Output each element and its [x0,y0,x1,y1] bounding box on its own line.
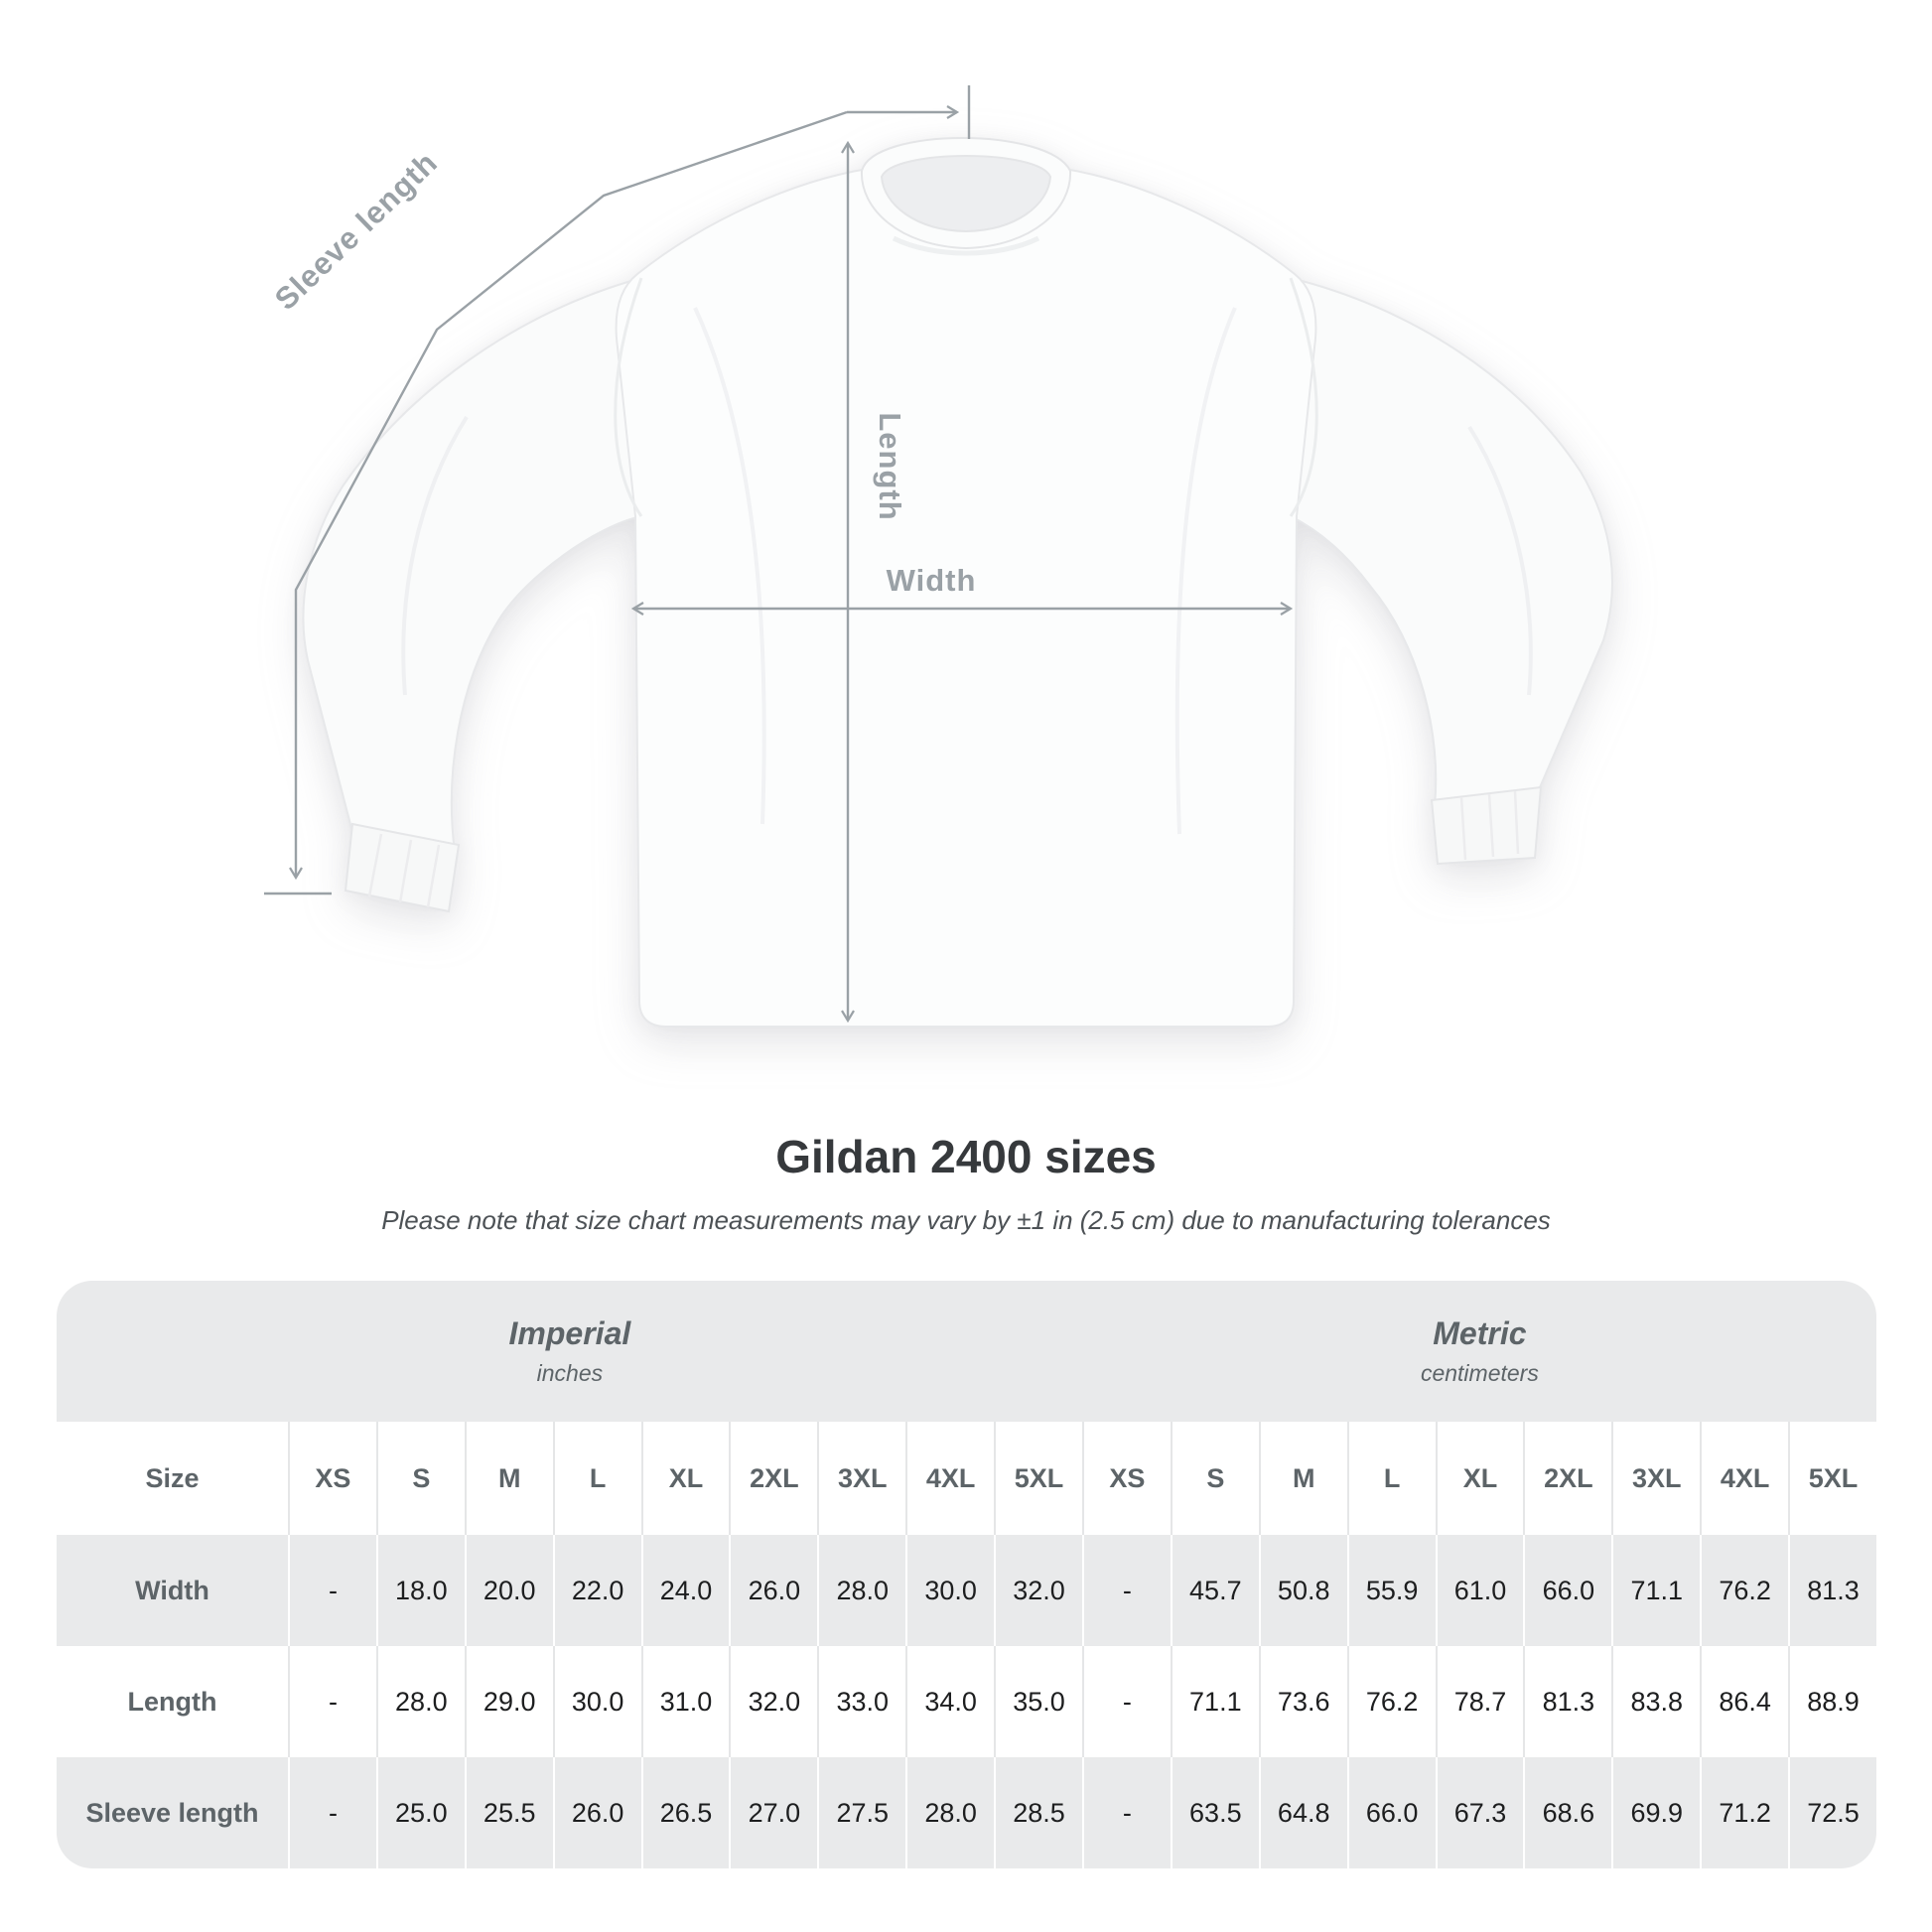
imperial-header-group [57,1281,1083,1422]
value-cell: 29.0 [465,1646,553,1757]
page-title: Gildan 2400 sizes [775,1131,1157,1182]
value-cell: 69.9 [1611,1757,1700,1868]
value-cell: 30.0 [905,1535,994,1646]
size-header-cell: 4XL [1700,1422,1788,1535]
value-cell: 73.6 [1259,1646,1347,1757]
size-header-cell: 4XL [905,1422,994,1535]
size-header-cell: XS [1082,1422,1171,1535]
value-cell: 67.3 [1436,1757,1524,1868]
metric-header-group [1083,1281,1876,1422]
size-header-cell: 2XL [729,1422,817,1535]
value-cell: 76.2 [1347,1646,1436,1757]
value-cell: - [1082,1757,1171,1868]
value-cell: 76.2 [1700,1535,1788,1646]
value-cell: 28.5 [994,1757,1082,1868]
size-header-cell: 2XL [1523,1422,1611,1535]
value-cell: 45.7 [1171,1535,1259,1646]
value-cell: 55.9 [1347,1535,1436,1646]
value-cell: - [1082,1646,1171,1757]
row-label-cell: Sleeve length [57,1757,288,1868]
length-label: Length [873,412,907,521]
value-cell: 25.0 [376,1757,465,1868]
width-label: Width [886,563,977,598]
value-cell: 63.5 [1171,1757,1259,1868]
value-cell: 26.5 [641,1757,730,1868]
value-cell: 27.0 [729,1757,817,1868]
row-label-cell: Length [57,1646,288,1757]
value-cell: 71.1 [1611,1535,1700,1646]
value-cell: 28.0 [817,1535,905,1646]
value-cell: 34.0 [905,1646,994,1757]
size-header-cell: S [376,1422,465,1535]
tolerance-note: Please note that size chart measurements may vary by ±1 in (2.5 cm) due to manufacturing tolerances [381,1205,1551,1235]
value-cell: - [288,1535,376,1646]
value-cell: 27.5 [817,1757,905,1868]
size-column-header: Size [57,1422,288,1535]
value-cell: 26.0 [553,1757,641,1868]
value-cell: 78.7 [1436,1646,1524,1757]
size-header-cell: 5XL [994,1422,1082,1535]
value-cell: 81.3 [1523,1646,1611,1757]
size-header-cell: M [1259,1422,1347,1535]
value-cell: 66.0 [1523,1535,1611,1646]
value-cell: 66.0 [1347,1757,1436,1868]
value-cell: 71.2 [1700,1757,1788,1868]
value-cell: - [288,1646,376,1757]
value-cell: 88.9 [1788,1646,1876,1757]
value-cell: 18.0 [376,1535,465,1646]
value-cell: 50.8 [1259,1535,1347,1646]
value-cell: 25.5 [465,1757,553,1868]
value-cell: 83.8 [1611,1646,1700,1757]
size-header-cell: L [1347,1422,1436,1535]
size-header-cell: S [1171,1422,1259,1535]
value-cell: 20.0 [465,1535,553,1646]
left-sleeve [303,278,641,852]
size-table-grid [57,1422,1876,1868]
row-label-cell: Width [57,1535,288,1646]
size-header-cell: 5XL [1788,1422,1876,1535]
value-cell: 28.0 [905,1757,994,1868]
value-cell: 32.0 [729,1646,817,1757]
size-header-cell: XL [641,1422,730,1535]
value-cell: 61.0 [1436,1535,1524,1646]
right-sleeve [1291,278,1612,806]
metric-unit: centimeters [1420,1360,1539,1386]
size-header-cell: 3XL [817,1422,905,1535]
value-cell: 24.0 [641,1535,730,1646]
value-cell: 26.0 [729,1535,817,1646]
value-cell: - [1082,1535,1171,1646]
size-header-cell: L [553,1422,641,1535]
value-cell: 28.0 [376,1646,465,1757]
value-cell: 32.0 [994,1535,1082,1646]
imperial-header: Imperial [508,1315,631,1351]
right-cuff [1432,787,1541,864]
value-cell: 71.1 [1171,1646,1259,1757]
size-header-cell: 3XL [1611,1422,1700,1535]
size-table [57,1281,1876,1868]
value-cell: - [288,1757,376,1868]
value-cell: 30.0 [553,1646,641,1757]
value-cell: 68.6 [1523,1757,1611,1868]
size-header-cell: XL [1436,1422,1524,1535]
value-cell: 22.0 [553,1535,641,1646]
value-cell: 86.4 [1700,1646,1788,1757]
size-header-cell: XS [288,1422,376,1535]
unit-header-band [57,1281,1876,1422]
imperial-unit: inches [536,1360,604,1386]
value-cell: 35.0 [994,1646,1082,1757]
value-cell: 31.0 [641,1646,730,1757]
sleeve-length-label: Sleeve length [267,144,445,317]
size-header-cell: M [465,1422,553,1535]
value-cell: 81.3 [1788,1535,1876,1646]
metric-header: Metric [1433,1315,1527,1351]
value-cell: 64.8 [1259,1757,1347,1868]
value-cell: 72.5 [1788,1757,1876,1868]
value-cell: 33.0 [817,1646,905,1757]
